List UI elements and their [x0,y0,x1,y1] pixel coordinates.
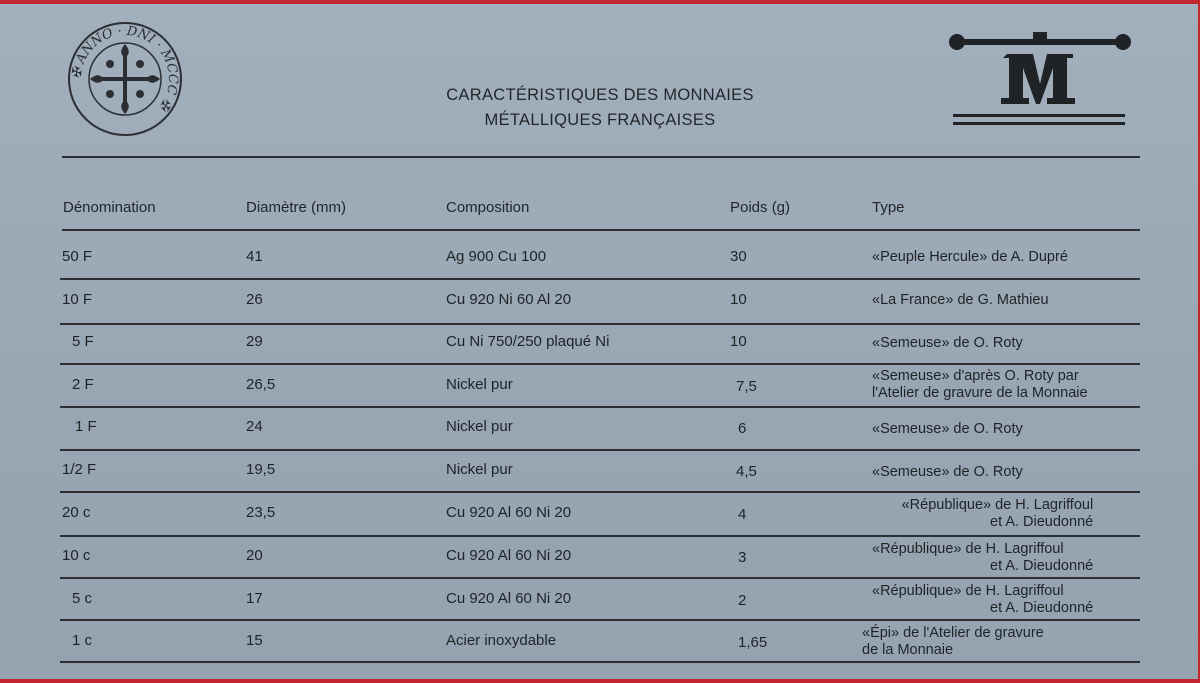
header-composition: Composition [446,199,530,216]
cell-denomination: 1 c [72,632,93,649]
title-divider [62,156,1140,158]
cell-denomination: 1 F [75,418,97,435]
cell-poids: 1,65 [738,634,768,651]
row-divider [60,619,1140,621]
cell-type [872,421,1023,438]
cell-denomination: 20 c [62,504,91,521]
cell-diametre: 20 [246,547,263,564]
cell-type [872,335,1023,352]
cell-type-line1: «Semeuse» d'après O. Roty par [872,368,1079,384]
cell-diametre: 41 [246,248,263,265]
cell-diametre: 19,5 [246,461,276,478]
cell-type [872,464,1023,481]
cell-diametre: 26,5 [246,376,276,393]
cell-type [872,583,1093,617]
cell-type-line1: «Peuple Hercule» de A. Dupré [872,249,1068,265]
document-title-line1: CARACTÉRISTIQUES DES MONNAIES [446,86,754,104]
cell-poids: 2 [738,592,747,609]
row-divider [60,363,1140,365]
cell-type-line1: «Semeuse» de O. Roty [872,421,1023,437]
row-divider [60,406,1140,408]
cell-denomination: 10 F [62,291,93,308]
cell-denomination: 5 F [72,333,94,350]
fleur-de-lis-seal-icon [66,20,184,138]
cell-composition: Nickel pur [446,461,513,478]
cell-type-line1: «La France» de G. Mathieu [872,292,1049,308]
cell-composition: Nickel pur [446,418,513,435]
cell-type-line1: «Semeuse» de O. Roty [872,335,1023,351]
cell-diametre: 17 [246,590,263,607]
cell-type [872,368,1088,402]
cell-composition: Ag 900 Cu 100 [446,248,547,265]
cell-diametre: 15 [246,632,263,649]
row-divider [60,449,1140,451]
cell-composition: Cu Ni 750/250 plaqué Ni [446,333,610,350]
header-divider [62,229,1140,231]
cell-poids: 3 [738,549,747,566]
row-divider [60,491,1140,493]
cell-poids: 7,5 [736,378,757,395]
cell-type [872,541,1093,575]
cell-denomination: 50 F [62,248,93,265]
cell-poids: 4 [738,506,747,523]
row-divider [60,577,1140,579]
cell-diametre: 29 [246,333,263,350]
cell-denomination: 1/2 F [62,461,97,478]
cell-composition: Nickel pur [446,376,513,393]
cell-denomination: 2 F [72,376,94,393]
cell-diametre: 24 [246,418,263,435]
row-divider [60,323,1140,325]
cell-poids: 6 [738,420,747,437]
cell-type-line1: «République» de H. Lagriffoul [872,541,1064,557]
cell-composition: Cu 920 Al 60 Ni 20 [446,504,572,521]
header-poids: Poids (g) [730,199,791,216]
cell-type-line1: «Semeuse» de O. Roty [872,464,1023,480]
cell-denomination: 5 c [72,590,93,607]
cell-type-line1: «République» de H. Lagriffoul [901,497,1094,513]
cell-type-line1: «République» de H. Lagriffoul [872,583,1064,599]
cell-type-line2: et A. Dieudonné [990,514,1094,530]
cell-type-line2: de la Monnaie [862,642,954,658]
cell-type-line2: et A. Dieudonné [990,558,1094,574]
cell-type-line2: et A. Dieudonné [990,600,1094,616]
monnaie-balance-logo-icon [945,32,1135,132]
header-type: Type [872,199,905,216]
cell-type [872,249,1068,266]
cell-diametre: 23,5 [246,504,276,521]
row-divider [60,661,1140,663]
header-diametre: Diamètre (mm) [246,199,346,216]
cell-type [872,292,1049,309]
cell-poids: 4,5 [736,463,757,480]
row-divider [60,278,1140,280]
cell-poids: 10 [730,333,747,350]
cell-composition: Cu 920 Al 60 Ni 20 [446,590,572,607]
coin-characteristics-card [0,4,1198,679]
cell-composition: Cu 920 Al 60 Ni 20 [446,547,572,564]
document-title-line2: MÉTALLIQUES FRANÇAISES [484,111,716,129]
cell-type-line1: «Épi» de l'Atelier de gravure [862,625,1044,641]
row-divider [60,535,1140,537]
header-denomination: Dénomination [63,199,156,216]
cell-poids: 10 [730,291,747,308]
cell-composition: Acier inoxydable [446,632,557,649]
svg-text:✠ ANNO · DNI · MCCC ✠: ✠ ANNO · DNI · MCCC ✠ [69,23,181,113]
cell-diametre: 26 [246,291,263,308]
cell-denomination: 10 c [62,547,91,564]
cell-type [872,497,1093,531]
cell-poids: 30 [730,248,747,265]
cell-type-line2: l'Atelier de gravure de la Monnaie [872,385,1088,401]
cell-composition: Cu 920 Ni 60 Al 20 [446,291,572,308]
cell-type [862,625,1044,659]
